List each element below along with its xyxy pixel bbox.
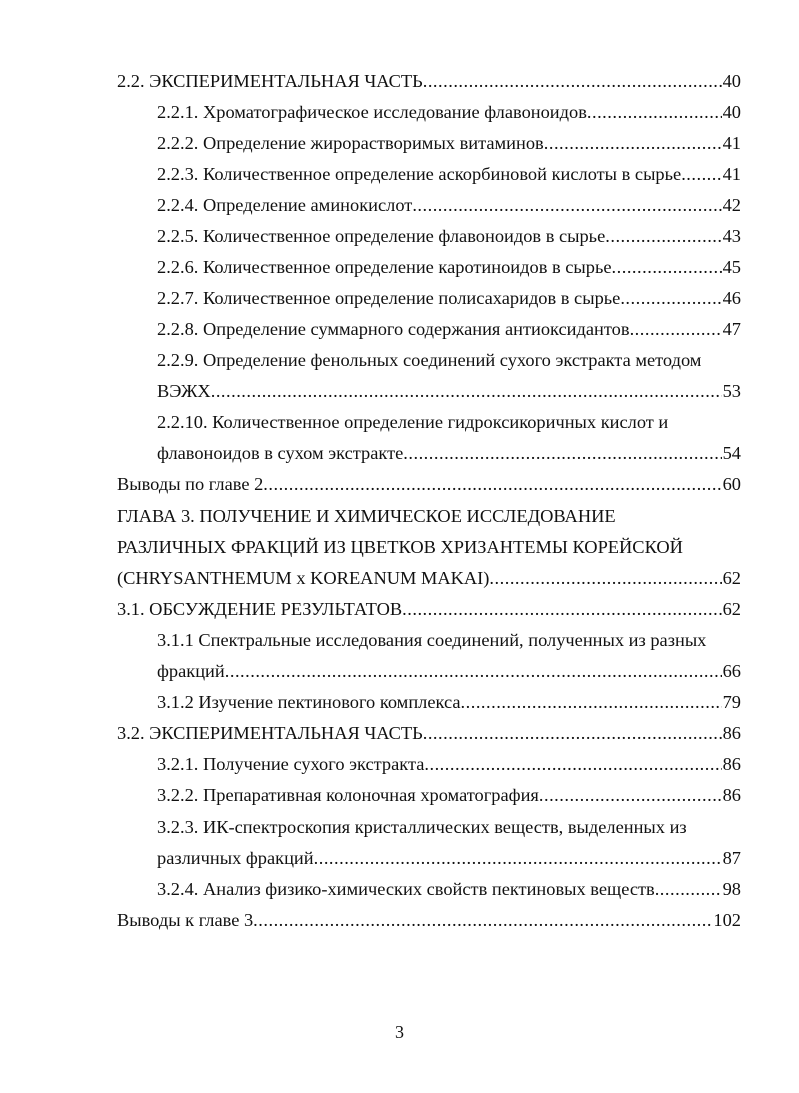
chapter-heading-line1: ГЛАВА 3. ПОЛУЧЕНИЕ И ХИМИЧЕСКОЕ ИССЛЕДОВАНИЕ bbox=[117, 506, 616, 526]
toc-entry-title: 2.2.4. Определение аминокислот bbox=[157, 195, 413, 215]
toc-entry bbox=[157, 314, 741, 344]
toc-leader-dots bbox=[263, 469, 721, 499]
toc-leader-dots bbox=[620, 283, 721, 313]
toc-entry-page: 98 bbox=[722, 879, 741, 899]
toc-entry-title-line1: 2.2.10. Количественное определение гидроксикоричных кислот и bbox=[157, 412, 669, 432]
toc-entry bbox=[117, 718, 741, 748]
toc-leader-dots bbox=[612, 252, 722, 282]
toc-leader-dots bbox=[423, 718, 722, 748]
toc-leader-dots bbox=[539, 780, 722, 810]
toc-entry-title-line1: 3.2.3. ИК-спектроскопия кристаллических веществ, выделенных из bbox=[157, 817, 687, 837]
toc-entry-page: 41 bbox=[722, 133, 741, 153]
toc-leader-dots bbox=[544, 128, 722, 158]
toc-leader-dots bbox=[314, 843, 722, 873]
toc-entry-title: 2.2.1. Хроматографическое исследование флавоноидов bbox=[157, 102, 587, 122]
toc-entry-page: 54 bbox=[722, 443, 741, 463]
toc-leader-dots bbox=[630, 314, 722, 344]
toc-entry bbox=[157, 190, 741, 220]
toc-entry bbox=[117, 66, 741, 96]
toc-entry-page: 86 bbox=[722, 785, 741, 805]
toc-leader-dots bbox=[605, 221, 721, 251]
toc-entry-title: 2.2.7. Количественное определение полисахаридов в сырье bbox=[157, 288, 621, 308]
toc-entry-title: Выводы по главе 2 bbox=[117, 474, 264, 494]
toc-leader-dots bbox=[423, 66, 722, 96]
toc-entry-title: 2.2. ЭКСПЕРИМЕНТАЛЬНАЯ ЧАСТЬ bbox=[117, 71, 423, 91]
toc-entry-page: 40 bbox=[722, 102, 741, 122]
toc-entry bbox=[157, 687, 741, 717]
toc-entry-title: Выводы к главе 3 bbox=[117, 910, 254, 930]
toc-leader-dots bbox=[253, 905, 712, 935]
page-number: 3 bbox=[395, 1022, 404, 1042]
toc-entry-page: 42 bbox=[722, 195, 741, 215]
toc-leader-dots bbox=[655, 874, 722, 904]
toc-entry-page: 41 bbox=[722, 164, 741, 184]
toc-entry bbox=[157, 97, 741, 127]
toc-entry-page: 62 bbox=[722, 568, 741, 588]
toc-entry-title: 3.2.1. Получение сухого экстракта bbox=[157, 754, 425, 774]
toc-entry-page: 87 bbox=[722, 848, 741, 868]
toc-entry-page: 47 bbox=[722, 319, 741, 339]
toc-entry-page: 62 bbox=[722, 599, 741, 619]
toc-leader-dots bbox=[412, 190, 721, 220]
toc-entry-title: (CHRYSANTHEMUM x KOREANUM MAKAI) bbox=[117, 568, 490, 588]
toc-leader-dots bbox=[489, 563, 721, 593]
toc-entry-title: фракций bbox=[157, 661, 225, 681]
toc-entry-page: 43 bbox=[722, 226, 741, 246]
toc-entry bbox=[157, 780, 741, 810]
toc-leader-dots bbox=[403, 438, 721, 468]
chapter-heading-line2: РАЗЛИЧНЫХ ФРАКЦИЙ ИЗ ЦВЕТКОВ ХРИЗАНТЕМЫ КОРЕЙСКОЙ bbox=[117, 537, 683, 557]
toc-entry bbox=[117, 594, 741, 624]
toc-entry bbox=[157, 283, 741, 313]
toc-entry-title: 2.2.2. Определение жирорастворимых витаминов bbox=[157, 133, 544, 153]
toc-entry-title: 3.1. ОБСУЖДЕНИЕ РЕЗУЛЬТАТОВ bbox=[117, 599, 403, 619]
toc-entry bbox=[157, 376, 741, 406]
toc-entry-title: 2.2.5. Количественное определение флавоноидов в сырье bbox=[157, 226, 606, 246]
toc-entry-title: 2.2.6. Количественное определение каротиноидов в сырье bbox=[157, 257, 612, 277]
toc-entry-page: 66 bbox=[722, 661, 741, 681]
toc-entry-page: 86 bbox=[722, 754, 741, 774]
toc-entry-title-line1: 3.1.1 Спектральные исследования соединений, полученных из разных bbox=[157, 630, 707, 650]
toc-entry-title-line1: 2.2.9. Определение фенольных соединений сухого экстракта методом bbox=[157, 350, 702, 370]
toc-entry-title: 3.2.4. Анализ физико-химических свойств пектиновых веществ bbox=[157, 879, 655, 899]
toc-entry-title: 2.2.3. Количественное определение аскорбиновой кислоты в сырье bbox=[157, 164, 682, 184]
toc-entry-title: 3.1.2 Изучение пектинового комплекса bbox=[157, 692, 461, 712]
toc-leader-dots bbox=[461, 687, 722, 717]
toc-entry-page: 40 bbox=[722, 71, 741, 91]
toc-entry-title: 3.2.2. Препаративная колоночная хроматография bbox=[157, 785, 539, 805]
toc-entry bbox=[157, 843, 741, 873]
toc-entry bbox=[157, 749, 741, 779]
toc-entry bbox=[157, 128, 741, 158]
toc-entry bbox=[157, 159, 741, 189]
toc-leader-dots bbox=[681, 159, 721, 189]
toc-leader-dots bbox=[587, 97, 722, 127]
toc-entry-title: 3.2. ЭКСПЕРИМЕНТАЛЬНАЯ ЧАСТЬ bbox=[117, 723, 423, 743]
toc-entry-page: 86 bbox=[722, 723, 741, 743]
toc-entry-page: 46 bbox=[722, 288, 741, 308]
toc-entry-page: 102 bbox=[713, 910, 741, 930]
toc-entry bbox=[117, 469, 741, 499]
toc-entry bbox=[157, 874, 741, 904]
toc-entry bbox=[157, 252, 741, 282]
toc-entry-page: 60 bbox=[722, 474, 741, 494]
toc-entry bbox=[157, 221, 741, 251]
toc-entry-page: 53 bbox=[722, 381, 741, 401]
toc-entry bbox=[117, 905, 741, 935]
toc-entry-title: флавоноидов в сухом экстракте bbox=[157, 443, 404, 463]
toc-entry-title: 2.2.8. Определение суммарного содержания антиоксидантов bbox=[157, 319, 630, 339]
toc-entry bbox=[157, 438, 741, 468]
toc-entry-page: 79 bbox=[722, 692, 741, 712]
toc-leader-dots bbox=[225, 656, 722, 686]
toc-entry-page: 45 bbox=[722, 257, 741, 277]
toc-entry bbox=[157, 656, 741, 686]
toc-leader-dots bbox=[402, 594, 721, 624]
toc-leader-dots bbox=[211, 376, 722, 406]
toc-entry bbox=[117, 563, 741, 593]
toc-entry-title: различных фракций bbox=[157, 848, 314, 868]
toc-entry-title: ВЭЖХ bbox=[157, 381, 211, 401]
toc-leader-dots bbox=[424, 749, 721, 779]
